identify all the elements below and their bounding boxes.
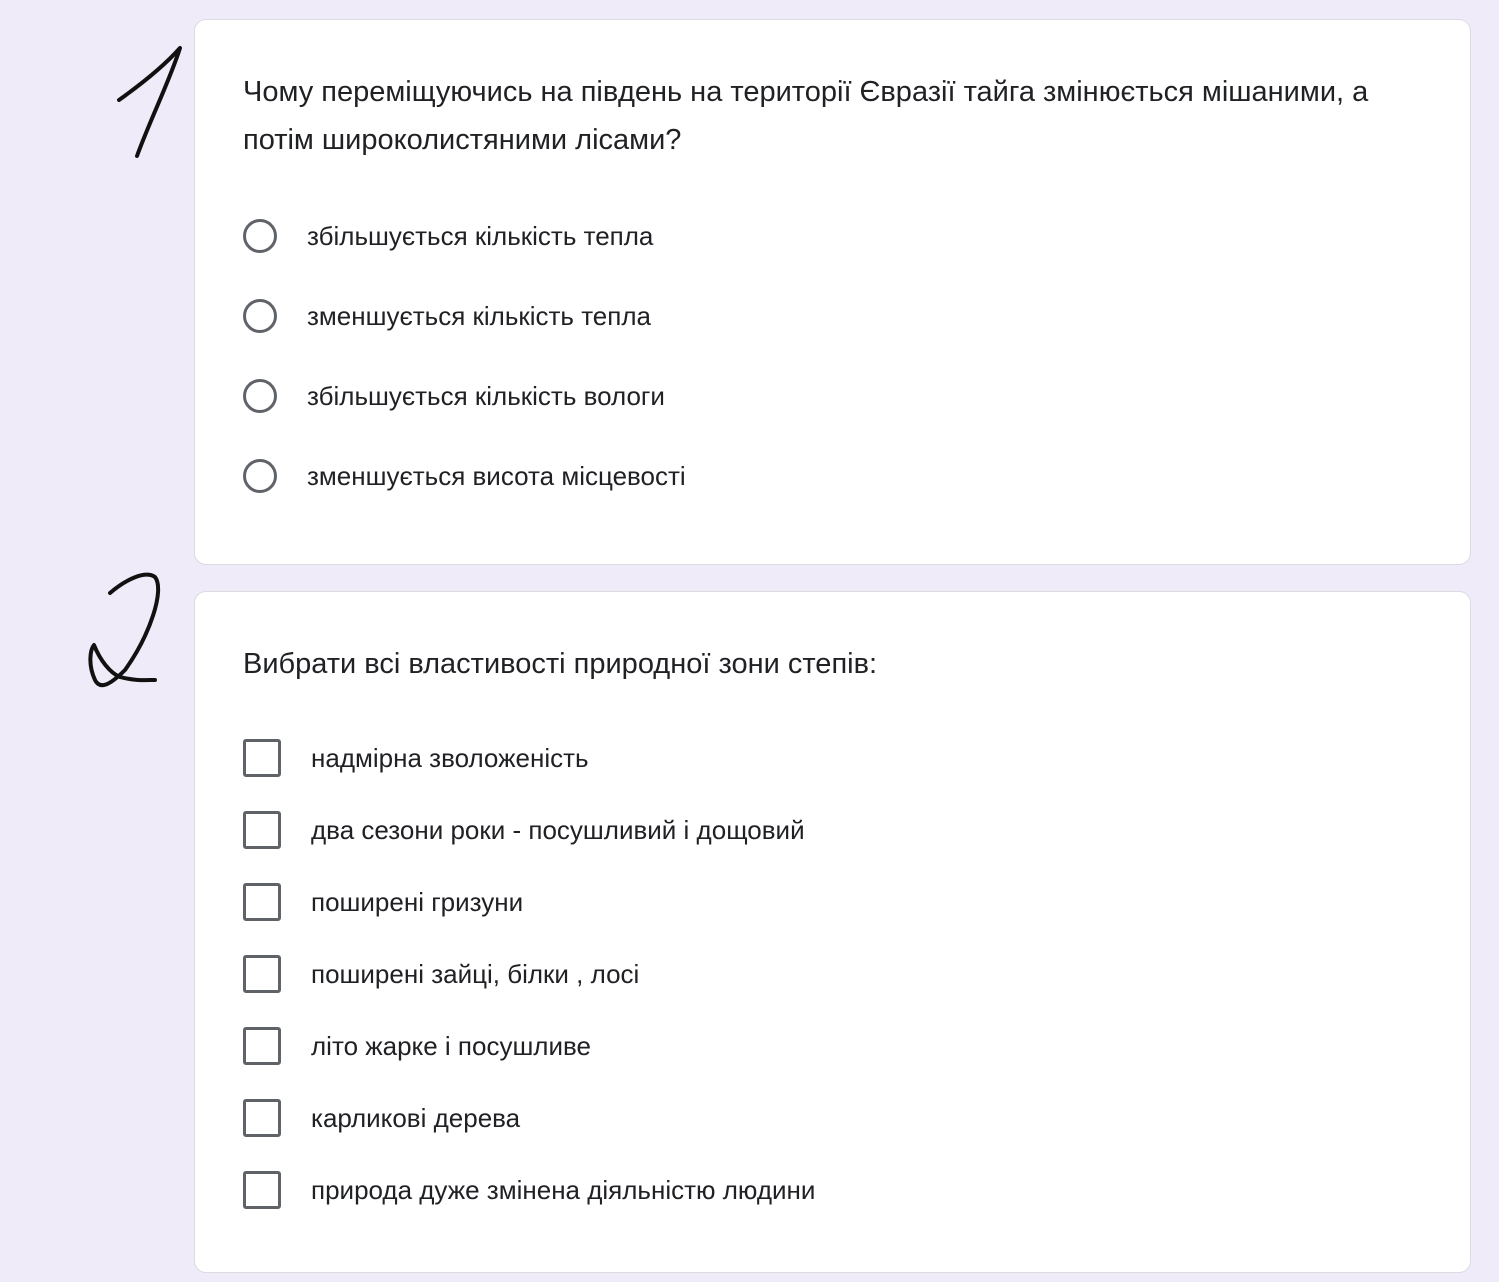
checkbox-option[interactable] bbox=[243, 1098, 815, 1138]
option-label: природа дуже змінена діяльністю людини bbox=[311, 1174, 816, 1205]
checkbox[interactable] bbox=[243, 883, 281, 921]
question-2-options bbox=[243, 738, 815, 1242]
checkbox-option[interactable] bbox=[243, 1026, 815, 1066]
question-card-2 bbox=[194, 591, 1471, 1273]
handwritten-number-1 bbox=[105, 40, 195, 165]
option-label: збільшується кількість вологи bbox=[307, 380, 665, 411]
radio-button[interactable] bbox=[243, 219, 277, 253]
radio-button[interactable] bbox=[243, 459, 277, 493]
checkbox-option[interactable] bbox=[243, 1170, 815, 1210]
checkbox-option[interactable] bbox=[243, 810, 815, 850]
option-label: поширені зайці, білки , лосі bbox=[311, 958, 640, 989]
option-label: зменшується кількість тепла bbox=[307, 300, 651, 331]
checkbox[interactable] bbox=[243, 1027, 281, 1065]
radio-button[interactable] bbox=[243, 379, 277, 413]
checkbox-option[interactable] bbox=[243, 882, 815, 922]
question-2-text: Вибрати всі властивості природної зони степів: bbox=[243, 648, 878, 680]
checkbox[interactable] bbox=[243, 955, 281, 993]
option-label: поширені гризуни bbox=[311, 886, 524, 917]
checkbox[interactable] bbox=[243, 739, 281, 777]
radio-button[interactable] bbox=[243, 299, 277, 333]
option-label: літо жарке і посушливе bbox=[311, 1030, 591, 1061]
checkbox[interactable] bbox=[243, 1099, 281, 1137]
option-label: карликові дерева bbox=[311, 1102, 521, 1133]
checkbox-option[interactable] bbox=[243, 738, 815, 778]
radio-option[interactable] bbox=[243, 216, 686, 256]
radio-option[interactable] bbox=[243, 456, 686, 496]
question-1-text: Чому переміщуючись на південь на території Євразії тайга змінюється мішаними, а потім широколистяними лісами? bbox=[243, 76, 1369, 156]
checkbox[interactable] bbox=[243, 811, 281, 849]
checkbox-option[interactable] bbox=[243, 954, 815, 994]
option-label: зменшується висота місцевості bbox=[307, 460, 686, 491]
question-card-1 bbox=[194, 19, 1471, 565]
option-label: збільшується кількість тепла bbox=[307, 220, 654, 251]
option-label: надмірна зволоженість bbox=[311, 742, 589, 773]
checkbox[interactable] bbox=[243, 1171, 281, 1209]
handwritten-number-2 bbox=[80, 565, 170, 695]
option-label: два сезони роки - посушливий і дощовий bbox=[311, 814, 805, 845]
radio-option[interactable] bbox=[243, 296, 686, 336]
radio-option[interactable] bbox=[243, 376, 686, 416]
question-1-options bbox=[243, 216, 686, 536]
